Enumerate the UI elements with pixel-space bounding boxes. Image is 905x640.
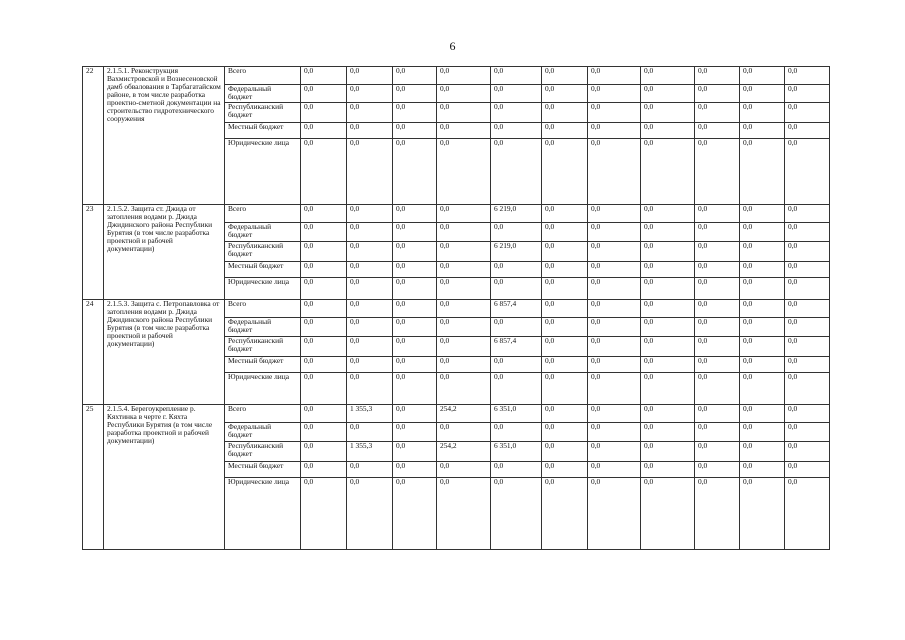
value-cell: 0,0	[437, 103, 491, 123]
funding-source: Всего	[225, 67, 301, 85]
value-cell: 0,0	[641, 423, 695, 442]
value-cell: 0,0	[740, 223, 785, 242]
value-cell: 0,0	[542, 223, 588, 242]
value-cell: 0,0	[740, 123, 785, 139]
value-cell: 0,0	[641, 357, 695, 373]
value-cell: 0,0	[785, 139, 830, 205]
value-cell: 0,0	[542, 405, 588, 423]
value-cell: 0,0	[641, 337, 695, 357]
table-row	[83, 67, 830, 85]
value-cell: 0,0	[542, 123, 588, 139]
value-cell: 0,0	[347, 262, 393, 278]
funding-source: Федеральный бюджет	[225, 318, 301, 337]
value-cell: 0,0	[740, 262, 785, 278]
value-cell: 0,0	[695, 223, 740, 242]
value-cell: 0,0	[491, 123, 542, 139]
value-cell: 0,0	[393, 67, 437, 85]
value-cell: 0,0	[347, 337, 393, 357]
page-number: 6	[449, 39, 456, 53]
value-cell: 0,0	[695, 318, 740, 337]
value-cell: 0,0	[393, 278, 437, 300]
value-cell: 6 351,0	[491, 442, 542, 462]
value-cell: 0,0	[588, 139, 641, 205]
value-cell: 0,0	[393, 139, 437, 205]
value-cell: 0,0	[695, 423, 740, 442]
value-cell: 0,0	[301, 67, 347, 85]
value-cell: 0,0	[588, 318, 641, 337]
value-cell: 0,0	[695, 123, 740, 139]
value-cell: 0,0	[542, 300, 588, 318]
value-cell: 0,0	[347, 478, 393, 550]
funding-source: Всего	[225, 405, 301, 423]
value-cell: 0,0	[301, 85, 347, 103]
value-cell: 6 857,4	[491, 300, 542, 318]
value-cell: 0,0	[393, 300, 437, 318]
value-cell: 0,0	[393, 85, 437, 103]
value-cell: 0,0	[740, 357, 785, 373]
value-cell: 0,0	[542, 442, 588, 462]
value-cell: 0,0	[491, 478, 542, 550]
value-cell: 0,0	[301, 357, 347, 373]
value-cell: 0,0	[588, 478, 641, 550]
budget-table	[82, 66, 830, 550]
value-cell: 0,0	[542, 242, 588, 262]
value-cell: 0,0	[588, 373, 641, 405]
value-cell: 254,2	[437, 405, 491, 423]
value-cell: 0,0	[785, 318, 830, 337]
value-cell: 0,0	[740, 103, 785, 123]
funding-source: Федеральный бюджет	[225, 423, 301, 442]
value-cell: 0,0	[588, 223, 641, 242]
value-cell: 0,0	[641, 205, 695, 223]
measure-name: 2.1.5.4. Берегоукрепление р. Кяхтинка в черте г. Кяхта Республики Бурятия (в том числе разработка проектной и рабочей документации)	[104, 405, 225, 550]
value-cell: 0,0	[588, 205, 641, 223]
value-cell: 0,0	[301, 405, 347, 423]
funding-source: Всего	[225, 205, 301, 223]
value-cell: 0,0	[740, 405, 785, 423]
value-cell: 0,0	[393, 262, 437, 278]
value-cell: 0,0	[641, 242, 695, 262]
value-cell: 0,0	[393, 423, 437, 442]
value-cell: 0,0	[641, 67, 695, 85]
value-cell: 0,0	[347, 278, 393, 300]
table-row	[83, 205, 830, 223]
value-cell: 0,0	[740, 423, 785, 442]
value-cell: 0,0	[491, 373, 542, 405]
value-cell: 0,0	[588, 405, 641, 423]
value-cell: 0,0	[301, 373, 347, 405]
value-cell: 0,0	[301, 462, 347, 478]
value-cell: 0,0	[588, 442, 641, 462]
value-cell: 0,0	[393, 223, 437, 242]
value-cell: 0,0	[588, 242, 641, 262]
value-cell: 0,0	[641, 139, 695, 205]
value-cell: 0,0	[437, 423, 491, 442]
value-cell: 0,0	[641, 405, 695, 423]
value-cell: 0,0	[437, 462, 491, 478]
value-cell: 0,0	[588, 85, 641, 103]
value-cell: 0,0	[491, 223, 542, 242]
value-cell: 0,0	[393, 103, 437, 123]
value-cell: 0,0	[740, 242, 785, 262]
value-cell: 0,0	[393, 357, 437, 373]
value-cell: 0,0	[347, 223, 393, 242]
value-cell: 0,0	[437, 337, 491, 357]
value-cell: 0,0	[301, 123, 347, 139]
value-cell: 1 355,3	[347, 405, 393, 423]
value-cell: 0,0	[491, 423, 542, 442]
value-cell: 0,0	[347, 103, 393, 123]
value-cell: 0,0	[542, 337, 588, 357]
value-cell: 0,0	[785, 103, 830, 123]
value-cell: 0,0	[740, 478, 785, 550]
value-cell: 0,0	[641, 123, 695, 139]
value-cell: 0,0	[301, 242, 347, 262]
value-cell: 0,0	[785, 262, 830, 278]
value-cell: 0,0	[347, 139, 393, 205]
value-cell: 0,0	[740, 205, 785, 223]
value-cell: 0,0	[542, 139, 588, 205]
value-cell: 0,0	[301, 442, 347, 462]
value-cell: 0,0	[695, 205, 740, 223]
value-cell: 0,0	[301, 278, 347, 300]
measure-name: 2.1.5.3. Защита с. Петропавловка от затопления водами р. Джида Джидинского района Республики Бурятия (в том числе разработка проектной и рабочей документации)	[104, 300, 225, 405]
value-cell: 0,0	[740, 85, 785, 103]
value-cell: 0,0	[347, 67, 393, 85]
value-cell: 0,0	[785, 300, 830, 318]
value-cell: 0,0	[695, 478, 740, 550]
value-cell: 6 219,0	[491, 242, 542, 262]
value-cell: 0,0	[641, 373, 695, 405]
value-cell: 0,0	[437, 373, 491, 405]
value-cell: 0,0	[695, 278, 740, 300]
value-cell: 0,0	[695, 139, 740, 205]
value-cell: 0,0	[437, 242, 491, 262]
value-cell: 0,0	[301, 223, 347, 242]
value-cell: 0,0	[301, 318, 347, 337]
value-cell: 0,0	[785, 278, 830, 300]
value-cell: 0,0	[695, 442, 740, 462]
value-cell: 0,0	[301, 139, 347, 205]
value-cell: 0,0	[588, 103, 641, 123]
value-cell: 0,0	[641, 462, 695, 478]
value-cell: 0,0	[301, 262, 347, 278]
value-cell: 0,0	[301, 205, 347, 223]
row-number: 25	[83, 405, 104, 550]
value-cell: 0,0	[785, 67, 830, 85]
value-cell: 0,0	[542, 478, 588, 550]
value-cell: 0,0	[641, 262, 695, 278]
value-cell: 0,0	[740, 337, 785, 357]
value-cell: 0,0	[347, 300, 393, 318]
funding-source: Местный бюджет	[225, 262, 301, 278]
value-cell: 0,0	[641, 103, 695, 123]
table-row	[83, 405, 830, 423]
funding-source: Юридические лица	[225, 278, 301, 300]
value-cell: 1 355,3	[347, 442, 393, 462]
value-cell: 0,0	[695, 67, 740, 85]
value-cell: 0,0	[785, 423, 830, 442]
value-cell: 0,0	[347, 373, 393, 405]
value-cell: 0,0	[393, 373, 437, 405]
funding-source: Всего	[225, 300, 301, 318]
value-cell: 0,0	[437, 85, 491, 103]
funding-source: Юридические лица	[225, 373, 301, 405]
funding-source: Федеральный бюджет	[225, 85, 301, 103]
value-cell: 0,0	[437, 318, 491, 337]
value-cell: 0,0	[785, 442, 830, 462]
value-cell: 0,0	[740, 442, 785, 462]
funding-source: Республиканский бюджет	[225, 242, 301, 262]
value-cell: 0,0	[740, 300, 785, 318]
row-number: 24	[83, 300, 104, 405]
value-cell: 0,0	[542, 423, 588, 442]
value-cell: 0,0	[641, 85, 695, 103]
value-cell: 0,0	[437, 205, 491, 223]
value-cell: 0,0	[542, 67, 588, 85]
value-cell: 0,0	[588, 462, 641, 478]
value-cell: 0,0	[347, 462, 393, 478]
value-cell: 0,0	[695, 337, 740, 357]
value-cell: 0,0	[393, 123, 437, 139]
value-cell: 0,0	[785, 462, 830, 478]
value-cell: 0,0	[437, 123, 491, 139]
value-cell: 0,0	[491, 139, 542, 205]
funding-source: Местный бюджет	[225, 462, 301, 478]
row-number: 23	[83, 205, 104, 300]
value-cell: 0,0	[347, 357, 393, 373]
value-cell: 0,0	[301, 300, 347, 318]
value-cell: 0,0	[491, 278, 542, 300]
value-cell: 0,0	[347, 423, 393, 442]
value-cell: 254,2	[437, 442, 491, 462]
funding-source: Федеральный бюджет	[225, 223, 301, 242]
value-cell: 0,0	[347, 242, 393, 262]
value-cell: 0,0	[588, 262, 641, 278]
value-cell: 0,0	[542, 103, 588, 123]
value-cell: 0,0	[393, 478, 437, 550]
value-cell: 0,0	[301, 103, 347, 123]
value-cell: 0,0	[695, 462, 740, 478]
value-cell: 0,0	[347, 318, 393, 337]
value-cell: 0,0	[437, 300, 491, 318]
value-cell: 0,0	[437, 278, 491, 300]
value-cell: 0,0	[393, 205, 437, 223]
value-cell: 0,0	[740, 139, 785, 205]
value-cell: 0,0	[542, 462, 588, 478]
value-cell: 0,0	[588, 67, 641, 85]
value-cell: 0,0	[491, 67, 542, 85]
value-cell: 0,0	[588, 278, 641, 300]
value-cell: 0,0	[740, 67, 785, 85]
measure-name: 2.1.5.1. Реконструкция Вахмистровской и Вознесеновской дамб обвалования в Тарбагатайском районе, в том числе разработка проектно-сметной документации на строительство гидротехнического сооружения	[104, 67, 225, 205]
value-cell: 0,0	[393, 318, 437, 337]
value-cell: 0,0	[740, 278, 785, 300]
value-cell: 0,0	[695, 357, 740, 373]
value-cell: 0,0	[785, 123, 830, 139]
value-cell: 0,0	[437, 223, 491, 242]
value-cell: 0,0	[393, 405, 437, 423]
value-cell: 0,0	[785, 337, 830, 357]
value-cell: 0,0	[641, 318, 695, 337]
value-cell: 0,0	[785, 357, 830, 373]
funding-source: Юридические лица	[225, 478, 301, 550]
value-cell: 0,0	[695, 85, 740, 103]
value-cell: 0,0	[393, 337, 437, 357]
value-cell: 0,0	[695, 300, 740, 318]
funding-source: Юридические лица	[225, 139, 301, 205]
value-cell: 0,0	[437, 262, 491, 278]
value-cell: 0,0	[641, 442, 695, 462]
value-cell: 0,0	[542, 85, 588, 103]
value-cell: 0,0	[785, 205, 830, 223]
value-cell: 0,0	[437, 67, 491, 85]
value-cell: 0,0	[785, 478, 830, 550]
value-cell: 0,0	[695, 103, 740, 123]
value-cell: 0,0	[641, 478, 695, 550]
value-cell: 0,0	[491, 262, 542, 278]
value-cell: 0,0	[785, 223, 830, 242]
table-row	[83, 300, 830, 318]
value-cell: 0,0	[437, 139, 491, 205]
value-cell: 0,0	[740, 318, 785, 337]
value-cell: 0,0	[695, 373, 740, 405]
value-cell: 0,0	[641, 278, 695, 300]
value-cell: 6 351,0	[491, 405, 542, 423]
value-cell: 0,0	[695, 242, 740, 262]
value-cell: 0,0	[695, 262, 740, 278]
value-cell: 0,0	[740, 373, 785, 405]
value-cell: 0,0	[491, 318, 542, 337]
value-cell: 0,0	[588, 300, 641, 318]
funding-source: Местный бюджет	[225, 123, 301, 139]
funding-source: Республиканский бюджет	[225, 442, 301, 462]
value-cell: 0,0	[542, 318, 588, 337]
value-cell: 0,0	[393, 242, 437, 262]
value-cell: 0,0	[785, 373, 830, 405]
value-cell: 0,0	[301, 478, 347, 550]
value-cell: 0,0	[542, 357, 588, 373]
row-number: 22	[83, 67, 104, 205]
funding-source: Республиканский бюджет	[225, 103, 301, 123]
value-cell: 0,0	[542, 278, 588, 300]
value-cell: 0,0	[588, 337, 641, 357]
value-cell: 0,0	[785, 242, 830, 262]
value-cell: 0,0	[301, 423, 347, 442]
value-cell: 0,0	[542, 373, 588, 405]
value-cell: 0,0	[393, 462, 437, 478]
value-cell: 0,0	[437, 357, 491, 373]
value-cell: 6 219,0	[491, 205, 542, 223]
value-cell: 0,0	[785, 405, 830, 423]
value-cell: 0,0	[641, 223, 695, 242]
funding-source: Республиканский бюджет	[225, 337, 301, 357]
value-cell: 0,0	[641, 300, 695, 318]
value-cell: 0,0	[491, 85, 542, 103]
value-cell: 0,0	[588, 357, 641, 373]
value-cell: 0,0	[588, 423, 641, 442]
value-cell: 0,0	[542, 205, 588, 223]
value-cell: 0,0	[437, 478, 491, 550]
funding-source: Местный бюджет	[225, 357, 301, 373]
value-cell: 0,0	[785, 85, 830, 103]
value-cell: 0,0	[542, 262, 588, 278]
value-cell: 0,0	[588, 123, 641, 139]
value-cell: 0,0	[740, 462, 785, 478]
value-cell: 0,0	[491, 357, 542, 373]
value-cell: 0,0	[301, 337, 347, 357]
value-cell: 0,0	[347, 85, 393, 103]
measure-name: 2.1.5.2. Защита ст. Джида от затопления водами р. Джида Джидинского района Республики Бурятия (в том числе разработка проектной и рабочей документации)	[104, 205, 225, 300]
value-cell: 0,0	[695, 405, 740, 423]
value-cell: 6 857,4	[491, 337, 542, 357]
value-cell: 0,0	[491, 462, 542, 478]
value-cell: 0,0	[347, 205, 393, 223]
value-cell: 0,0	[491, 103, 542, 123]
value-cell: 0,0	[347, 123, 393, 139]
value-cell: 0,0	[393, 442, 437, 462]
